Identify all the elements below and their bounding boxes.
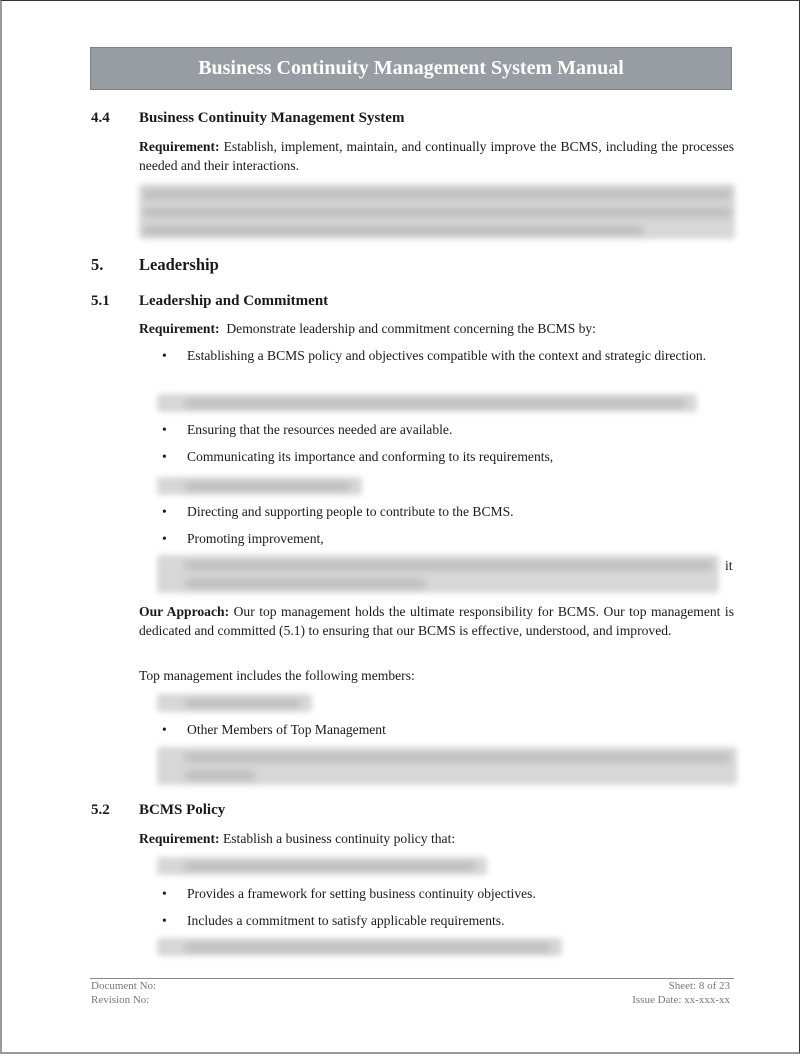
list-item-text: Provides a framework for setting business continuity objectives. bbox=[187, 886, 536, 901]
members-intro: Top management includes the following members: bbox=[139, 668, 415, 683]
document-title: Business Continuity Management System Manual bbox=[198, 57, 624, 79]
redacted-list-item bbox=[157, 938, 562, 956]
list-item-text: Includes a commitment to satisfy applicable requirements. bbox=[187, 913, 505, 928]
document-title-banner bbox=[90, 47, 732, 90]
document-number-label: Document No: bbox=[91, 980, 157, 992]
list-item-text: Establishing a BCMS policy and objectives compatible with the context and strategic direction. bbox=[187, 348, 707, 363]
bullet-icon: • bbox=[162, 722, 167, 737]
approach-paragraph bbox=[139, 603, 734, 640]
redacted-paragraph bbox=[139, 184, 735, 239]
bullet-icon: • bbox=[162, 886, 167, 901]
requirement-text: Demonstrate leadership and commitment concerning the BCMS by: bbox=[219, 321, 596, 336]
chapter-number: 5. bbox=[91, 255, 104, 274]
requirement-label: Requirement: bbox=[139, 321, 220, 336]
list-item-text: Other Members of Top Management bbox=[187, 722, 386, 737]
visible-word: it bbox=[725, 558, 733, 573]
requirement-text: Establish, implement, maintain, and continually improve the BCMS, including the processes needed and their interactions. bbox=[139, 139, 734, 173]
bullet-icon: • bbox=[162, 348, 167, 363]
requirement-paragraph bbox=[139, 138, 734, 175]
bullet-icon: • bbox=[162, 449, 167, 464]
redacted-list-item bbox=[157, 857, 487, 875]
requirement-text: Establish a business continuity policy that: bbox=[219, 831, 456, 846]
approach-label: Our Approach: bbox=[139, 604, 230, 619]
footer-divider bbox=[90, 978, 734, 979]
redacted-list-item bbox=[157, 477, 362, 495]
bullet-icon: • bbox=[162, 531, 167, 546]
issue-date: Issue Date: xx-xxx-xx bbox=[632, 994, 730, 1006]
redacted-list-item bbox=[157, 394, 697, 412]
approach-text: Our top management holds the ultimate responsibility for BCMS. Our top management is dedicated and committed (5.1) to ensuring that our BCMS is effective, understood, and improved. bbox=[139, 604, 734, 638]
section-number: 5.2 bbox=[91, 802, 110, 818]
requirement-paragraph bbox=[139, 830, 734, 849]
bullet-icon: • bbox=[162, 422, 167, 437]
requirement-label: Requirement: bbox=[139, 831, 220, 846]
section-heading: BCMS Policy bbox=[139, 802, 226, 818]
bullet-icon: • bbox=[162, 913, 167, 928]
bullet-icon: • bbox=[162, 504, 167, 519]
section-number: 4.4 bbox=[91, 110, 110, 126]
section-heading: Leadership and Commitment bbox=[139, 293, 329, 309]
redacted-list-item bbox=[157, 694, 312, 712]
requirement-label: Requirement: bbox=[139, 139, 220, 154]
redacted-list-item bbox=[157, 747, 737, 785]
list-item-text: Promoting improvement, bbox=[187, 531, 324, 546]
requirement-paragraph bbox=[139, 320, 734, 339]
list-item-text: Ensuring that the resources needed are available. bbox=[187, 422, 453, 437]
section-number: 5.1 bbox=[91, 293, 110, 309]
sheet-number: Sheet: 8 of 23 bbox=[668, 980, 730, 992]
revision-number-label: Revision No: bbox=[91, 994, 150, 1006]
list-item-text: Directing and supporting people to contribute to the BCMS. bbox=[187, 504, 514, 519]
section-heading: Business Continuity Management System bbox=[139, 110, 405, 126]
redacted-list-item bbox=[157, 555, 719, 593]
list-item-text: Communicating its importance and conforming to its requirements, bbox=[187, 449, 554, 464]
chapter-heading: Leadership bbox=[139, 255, 219, 274]
